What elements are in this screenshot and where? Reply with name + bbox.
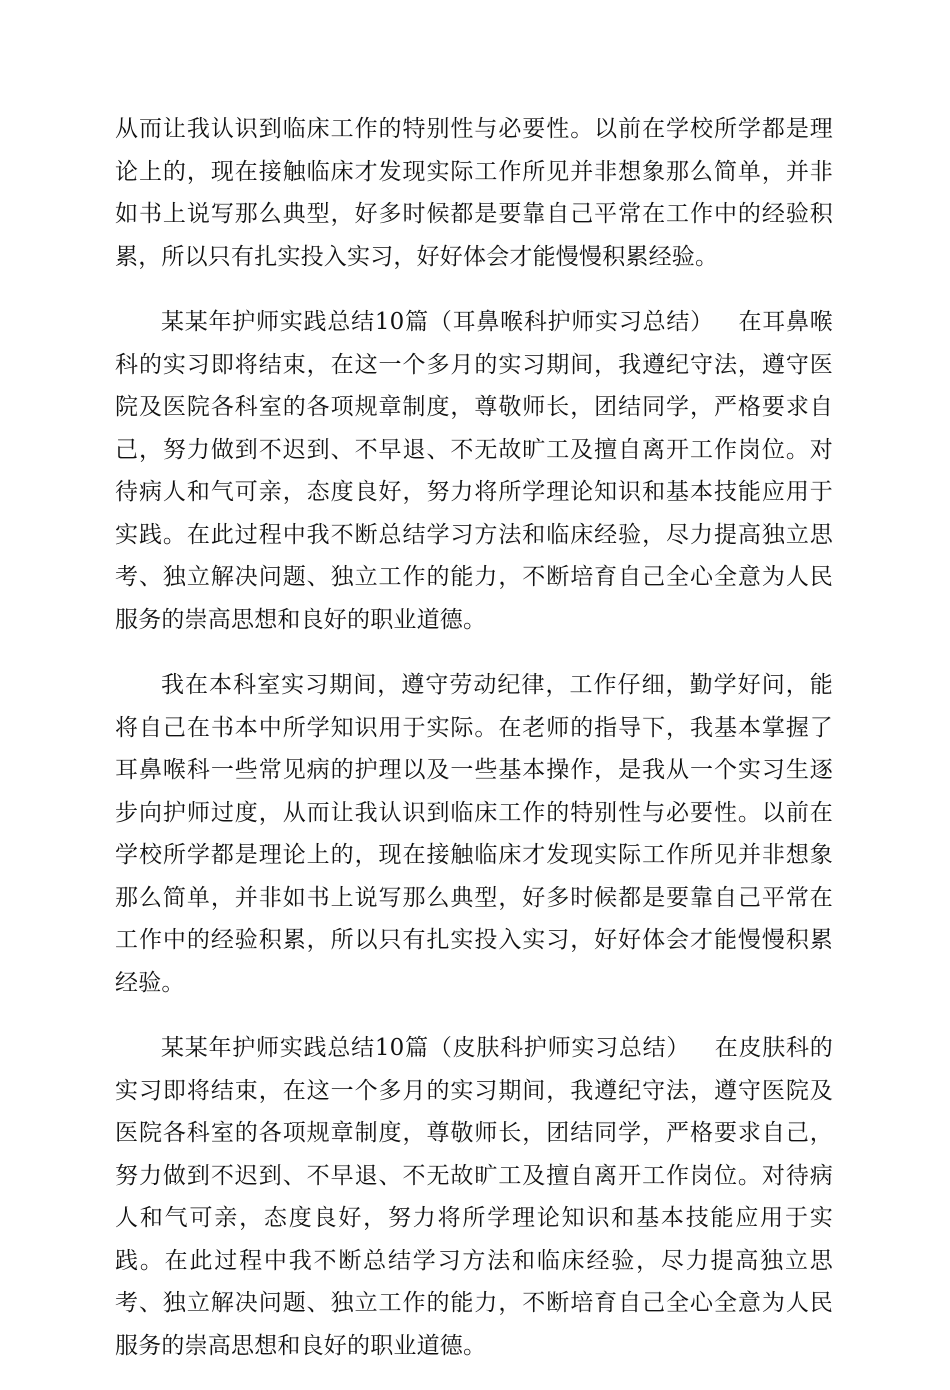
paragraph-text: 我在本科室实习期间，遵守劳动纪律，工作仔细，勤学好问，能将自己在书本中所学知识用于实际。在老师的指导下，我基本掌握了耳鼻喉科一些常见病的护理以及一些基本操作，是我从一个实习生逐步向护师过度，从而让我认识到临床工作的特别性与必要性。以前在学校所学都是理论上的，现在接触临床才发现实际工作所见并非想象那么简单，并非如书上说写那么典型，好多时候都是要靠自己平常在工作中的经验积累，所以只有扎实投入实习，好好体会才能慢慢积累经验。 — [115, 672, 833, 996]
document-page — [115, 108, 833, 1390]
paragraph-text: 从而让我认识到临床工作的特别性与必要性。以前在学校所学都是理论上的，现在接触临床才发现实际工作所见并非想象那么简单，并非如书上说写那么典型，好多时候都是要靠自己平常在工作中的经验积累，所以只有扎实投入实习，好好体会才能慢慢积累经验。 — [115, 116, 833, 270]
paragraph-continued — [115, 108, 833, 278]
paragraph-text: 在耳鼻喉科的实习即将结束，在这一个多月的实习期间，我遵纪守法，遵守医院及医院各科室的各项规章制度，尊敬师长，团结同学，严格要求自己，努力做到不迟到、不早退、不无故旷工及擅自离开工作岗位。对待病人和气可亲，态度良好，努力将所学理论知识和基本技能应用于实践。在此过程中我不断总结学习方法和临床经验，尽力提高独立思考、独立解决问题、独立工作的能力，不断培育自己全心全意为人民服务的崇高思想和良好的职业道德。 — [115, 309, 833, 633]
paragraph-ent-section — [115, 301, 833, 641]
paragraph-text: 在皮肤科的实习即将结束，在这一个多月的实习期间，我遵纪守法，遵守医院及医院各科室的各项规章制度，尊敬师长，团结同学，严格要求自己，努力做到不迟到、不早退、不无故旷工及擅自离开工作岗位。对待病人和气可亲，态度良好，努力将所学理论知识和基本技能应用于实践。在此过程中我不断总结学习方法和临床经验，尽力提高独立思考、独立解决问题、独立工作的能力，不断培育自己全心全意为人民服务的崇高思想和良好的职业道德。 — [115, 1035, 834, 1359]
paragraph-ent-practice — [115, 664, 833, 1004]
section-heading-ent: 某某年护师实践总结10篇（耳鼻喉科护师实习总结） — [161, 309, 714, 335]
section-heading-dermatology: 某某年护师实践总结10篇（皮肤科护师实习总结） — [161, 1035, 691, 1061]
paragraph-dermatology-section — [115, 1027, 833, 1367]
